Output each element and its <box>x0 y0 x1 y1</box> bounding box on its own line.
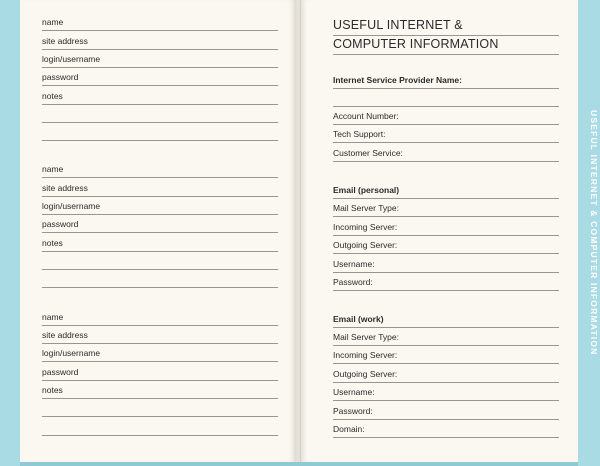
field-username[interactable]: Username: <box>333 386 559 401</box>
field-name[interactable]: name <box>42 16 278 31</box>
left-page <box>20 0 297 462</box>
email-personal-heading: Email (personal) <box>333 184 559 199</box>
field-incoming-server[interactable]: Incoming Server: <box>333 349 559 364</box>
field-login-username[interactable]: login/username <box>42 200 278 215</box>
notes-blank-line[interactable] <box>42 273 278 288</box>
field-name[interactable]: name <box>42 163 278 178</box>
page-title-line-1: USEFUL INTERNET & <box>333 17 559 36</box>
email-work-heading: Email (work) <box>333 313 559 328</box>
notes-blank-line[interactable] <box>42 126 278 141</box>
field-notes[interactable]: notes <box>42 237 278 252</box>
field-notes[interactable]: notes <box>42 384 278 399</box>
field-notes[interactable]: notes <box>42 90 278 105</box>
field-password[interactable]: password <box>42 366 278 381</box>
field-username[interactable]: Username: <box>333 258 559 273</box>
field-site-address[interactable]: site address <box>42 329 278 344</box>
isp-name-heading[interactable]: Internet Service Provider Name: <box>333 74 559 89</box>
field-mail-server-type[interactable]: Mail Server Type: <box>333 202 559 217</box>
field-mail-server-type[interactable]: Mail Server Type: <box>333 331 559 346</box>
field-site-address[interactable]: site address <box>42 182 278 197</box>
isp-blank-line[interactable] <box>333 92 559 107</box>
field-domain[interactable]: Domain: <box>333 423 559 438</box>
field-account-number[interactable]: Account Number: <box>333 110 559 125</box>
field-login-username[interactable]: login/username <box>42 347 278 362</box>
notes-blank-line[interactable] <box>42 402 278 417</box>
page-title-line-2: COMPUTER INFORMATION <box>333 36 559 55</box>
field-tech-support[interactable]: Tech Support: <box>333 128 559 143</box>
notes-blank-line[interactable] <box>42 421 278 436</box>
field-password[interactable]: password <box>42 218 278 233</box>
field-login-username[interactable]: login/username <box>42 53 278 68</box>
notes-blank-line[interactable] <box>42 255 278 270</box>
field-password[interactable]: Password: <box>333 276 559 291</box>
field-customer-service[interactable]: Customer Service: <box>333 147 559 162</box>
field-incoming-server[interactable]: Incoming Server: <box>333 221 559 236</box>
field-password[interactable]: Password: <box>333 405 559 420</box>
notes-blank-line[interactable] <box>42 108 278 123</box>
page-bottom-edge <box>20 462 578 466</box>
field-password[interactable]: password <box>42 71 278 86</box>
field-site-address[interactable]: site address <box>42 35 278 50</box>
field-outgoing-server[interactable]: Outgoing Server: <box>333 368 559 383</box>
side-tab-label[interactable]: USEFUL INTERNET & COMPUTER INFORMATION <box>589 110 599 356</box>
field-outgoing-server[interactable]: Outgoing Server: <box>333 239 559 254</box>
field-name[interactable]: name <box>42 311 278 326</box>
right-page <box>300 0 578 462</box>
